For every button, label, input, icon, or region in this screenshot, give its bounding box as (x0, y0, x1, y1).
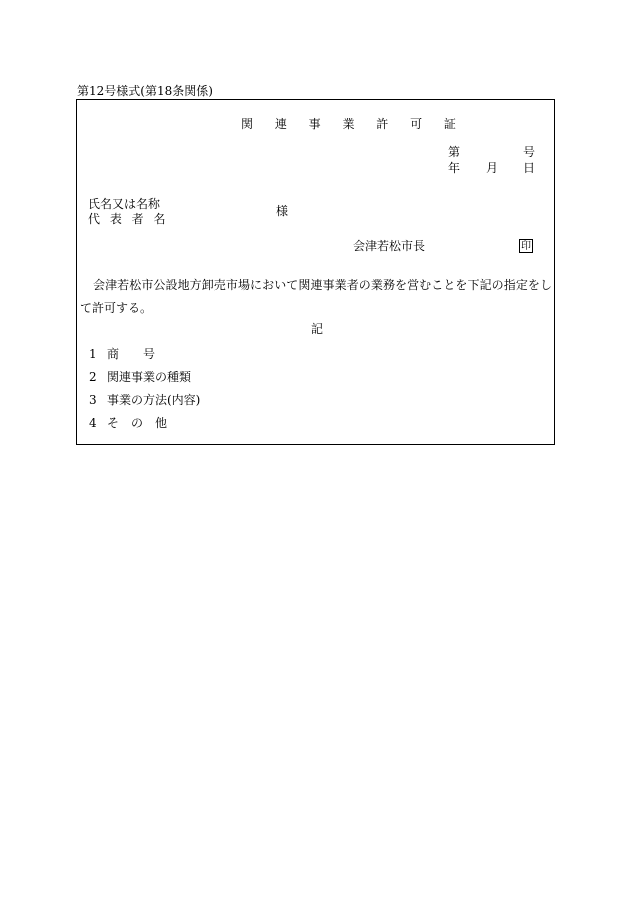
item-number: 4 (89, 416, 97, 430)
item-number: 1 (89, 347, 97, 361)
item-label: 商 号 (107, 347, 156, 361)
list-item (89, 370, 191, 384)
number-suffix: 号 (523, 145, 536, 159)
date-month: 月 (486, 161, 499, 175)
list-item (89, 416, 167, 430)
number-prefix: 第 (448, 145, 461, 159)
permit-certificate-frame (76, 99, 555, 445)
seal-mark: 印 (521, 241, 531, 252)
permit-body-text: 会津若松市公設地方卸売市場において関連事業者の業務を営むことを下記の指定をして許可する。 (80, 278, 552, 315)
item-label: 関連事業の種類 (107, 370, 192, 384)
honorific-sama: 様 (276, 204, 289, 218)
ki-heading: 記 (311, 322, 324, 336)
document-title: 関 連 事 業 許 可 証 (241, 117, 465, 131)
item-number: 2 (89, 370, 97, 384)
representative-label: 代 表 者 名 (88, 212, 169, 226)
item-number: 3 (89, 393, 97, 407)
issuer-title: 会津若松市長 (353, 239, 426, 253)
item-label: 事業の方法(内容) (107, 393, 201, 407)
date-day: 日 (523, 161, 536, 175)
form-number-label: 第12号様式(第18条関係) (77, 84, 213, 98)
list-item (89, 393, 200, 407)
name-label: 氏名又は名称 (88, 197, 161, 211)
item-label: そ の 他 (107, 416, 168, 430)
list-item (89, 347, 155, 361)
date-year: 年 (448, 161, 461, 175)
